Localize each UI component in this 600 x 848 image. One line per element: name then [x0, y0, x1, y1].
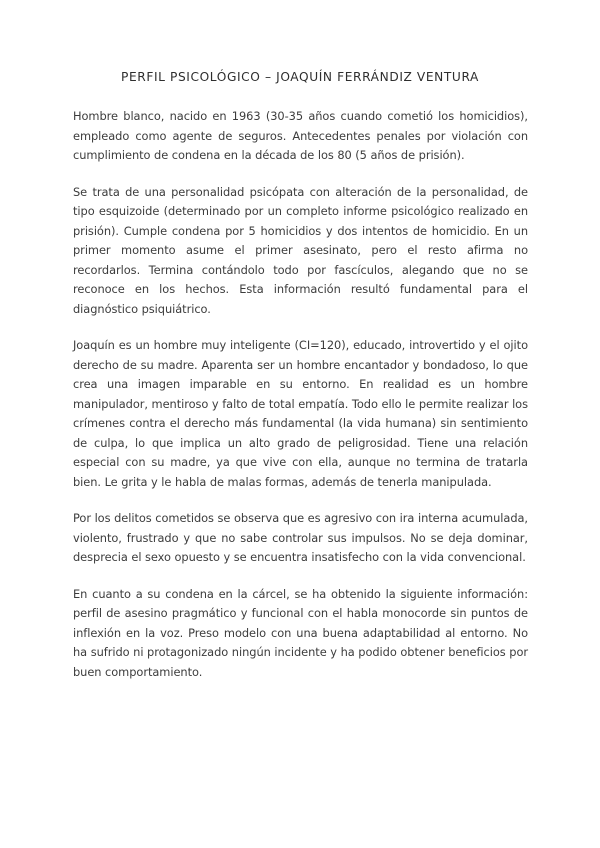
paragraph-crimes: Por los delitos cometidos se observa que es agresivo con ira interna acumulada, violento, frustrado y que no sabe controlar sus impulsos. No se deja dominar, desprecia el sexo opuesto y se encuentra insatisfecho con la vida convencional. [73, 511, 528, 564]
paragraph-personality: Se trata de una personalidad psicópata con alteración de la personalidad, de tipo esquizoide (determinado por un completo informe psicológico realizado en prisión). Cumple condena por 5 homicidios y dos intentos de homicidio. En un primer momento asume el primer asesinato, pero el resto afirma no recordarlos. Termina contándolo todo por fascículos, alegando que no se reconoce en los hechos. Esta información resultó fundamental para el diagnóstico psiquiátrico. [73, 184, 528, 316]
paragraph-intro: Hombre blanco, nacido en 1963 (30-35 años cuando cometió los homicidios), empleado como agente de seguros. Antecedentes penales por violación con cumplimiento de condena en la década de los 80 (5 años de prisión). [73, 109, 528, 162]
paragraph-character: Joaquín es un hombre muy inteligente (CI=120), educado, introvertido y el ojito derecho de su madre. Aparenta ser un hombre encantador y bondadoso, lo que crea una imagen imparable en su entorno. En realidad es un hombre manipulador, mentiroso y falto de total empatía. Todo ello le permite realizar los crímenes contra el derecho más fundamental (la vida humana) sin sentimiento de culpa, lo que implica un alto grado de peligrosidad. Tiene una relación especial con su madre, ya que vive con ella, aunque no termina de tratarla bien. Le grita y le habla de malas formas, además de tenerla manipulada. [73, 338, 528, 489]
document-body [73, 107, 528, 682]
paragraph-prison: En cuanto a su condena en la cárcel, se ha obtenido la siguiente información: perfil de asesino pragmático y funcional con el habla monocorde sin puntos de inflexión en la voz. Preso modelo con una buena adaptabilidad al entorno. No ha sufrido ni protagonizado ningún incidente y ha podido obtener beneficios por buen comportamiento. [73, 586, 528, 679]
document-title: PERFIL PSICOLÓGICO – JOAQUÍN FERRÁNDIZ VENTURA [121, 70, 479, 84]
